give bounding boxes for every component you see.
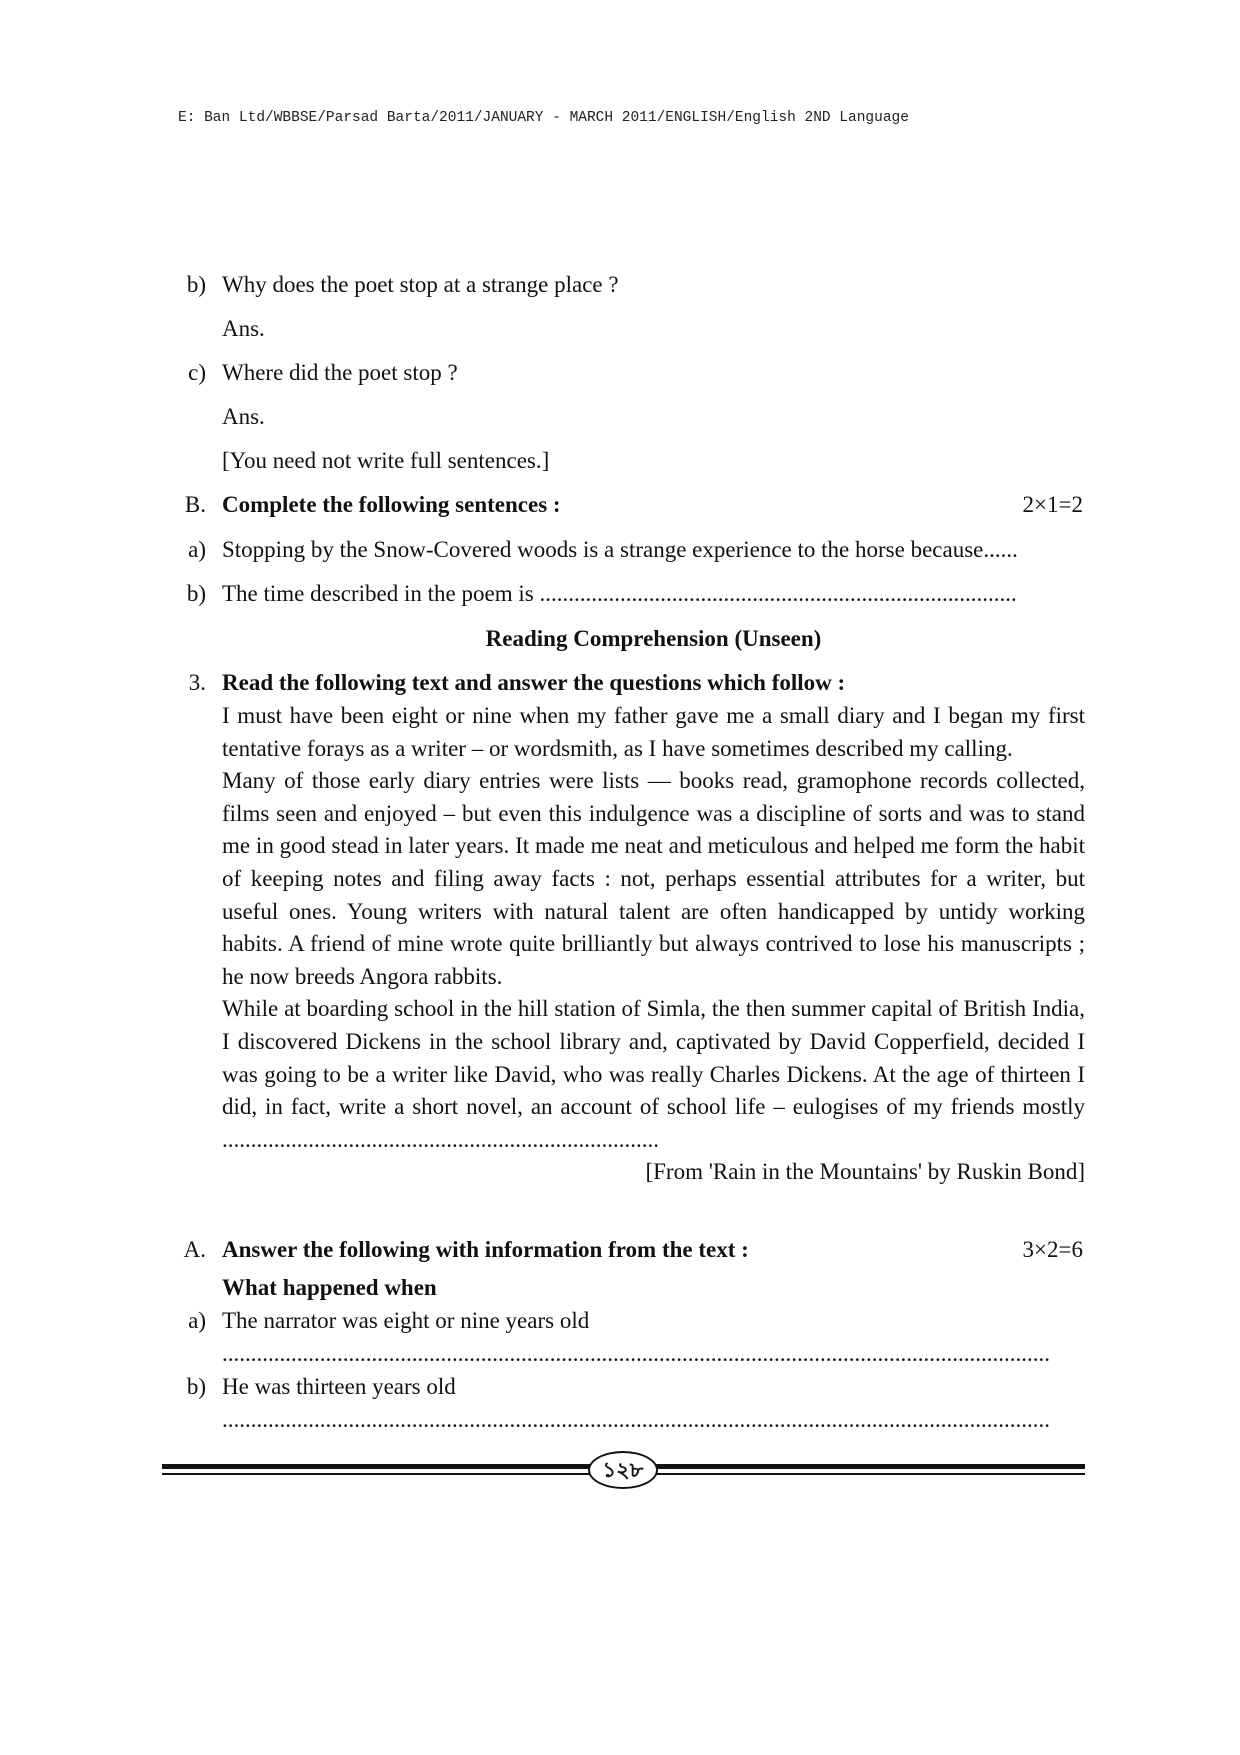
- item-number: c): [188, 360, 206, 385]
- document-path-header: E: Ban Ltd/WBBSE/Parsad Barta/2011/JANUARY - MARCH 2011/ENGLISH/English 2ND Language: [178, 110, 909, 126]
- sentence-text: Stopping by the Snow-Covered woods is a strange experience to the horse because......: [222, 537, 1018, 562]
- heading-text: Reading Comprehension (Unseen): [485, 626, 822, 651]
- item-number: 3.: [188, 670, 206, 695]
- subheading-text: What happened when: [222, 1275, 437, 1300]
- passage-paragraph-2: Many of those early diary entries were lists — books read, gramophone records collected, films seen and enjoyed – but even this indulgence was a discipline of sorts and was to stand me in good stead in later years. It made me neat and meticulous and helped me form the habit of keeping notes and filing away facts : not, perhaps essential attributes for a writer, but useful ones. Young writers with natural talent are often handicapped by untidy working habits. A friend of mine wrote quite brilliantly but always contrived to lose his manuscripts ; he now breeds Angora rabbits.: [222, 768, 1085, 989]
- dotted-answer-line: ................................................................................................................................................: [222, 1407, 1050, 1432]
- dotted-answer-line: ................................................................................................................................................: [222, 1341, 1050, 1366]
- passage-paragraph-1: I must have been eight or nine when my father gave me a small diary and I began my first tentative forays as a writer – or wordsmith, as I have sometimes described my calling.: [222, 703, 1085, 761]
- section-title: Answer the following with information from the text :: [222, 1237, 749, 1262]
- item-number: b): [186, 1374, 206, 1399]
- item-number: b): [186, 581, 206, 606]
- question-text: Where did the poet stop ?: [222, 360, 458, 385]
- answer-label: Ans.: [222, 404, 265, 429]
- note-text: [You need not write full sentences.]: [222, 448, 550, 473]
- section-number: A.: [183, 1237, 206, 1262]
- item-number: b): [186, 272, 206, 297]
- answer-label: Ans.: [222, 316, 265, 341]
- passage: [222, 700, 1085, 1189]
- item-text: The narrator was eight or nine years old: [222, 1308, 590, 1333]
- passage-source: [From 'Rain in the Mountains' by Ruskin Bond]: [645, 1159, 1085, 1185]
- marks-label: 3×2=6: [1022, 1237, 1083, 1262]
- section-title: Complete the following sentences :: [222, 492, 561, 517]
- passage-paragraph-3: While at boarding school in the hill station of Simla, the then summer capital of British India, I discovered Dickens in the school library and, captivated by David Copperfield, decided I was going to be a writer like David, who was really Charles Dickens. At the age of thirteen I did, in fact, write a short novel, an account of school life – eulogises of my friends mostly ............................................................................: [222, 996, 1085, 1152]
- item-text: He was thirteen years old: [222, 1374, 456, 1399]
- page-number: ১২৮: [588, 1451, 658, 1489]
- section-number: B.: [184, 492, 206, 517]
- sentence-text: The time described in the poem is ...................................................................................: [222, 581, 1017, 606]
- question-text: Why does the poet stop at a strange place ?: [222, 272, 619, 297]
- question-title: Read the following text and answer the questions which follow :: [222, 670, 846, 695]
- item-number: a): [188, 1308, 206, 1333]
- item-number: a): [188, 537, 206, 562]
- marks-label: 2×1=2: [1022, 492, 1083, 517]
